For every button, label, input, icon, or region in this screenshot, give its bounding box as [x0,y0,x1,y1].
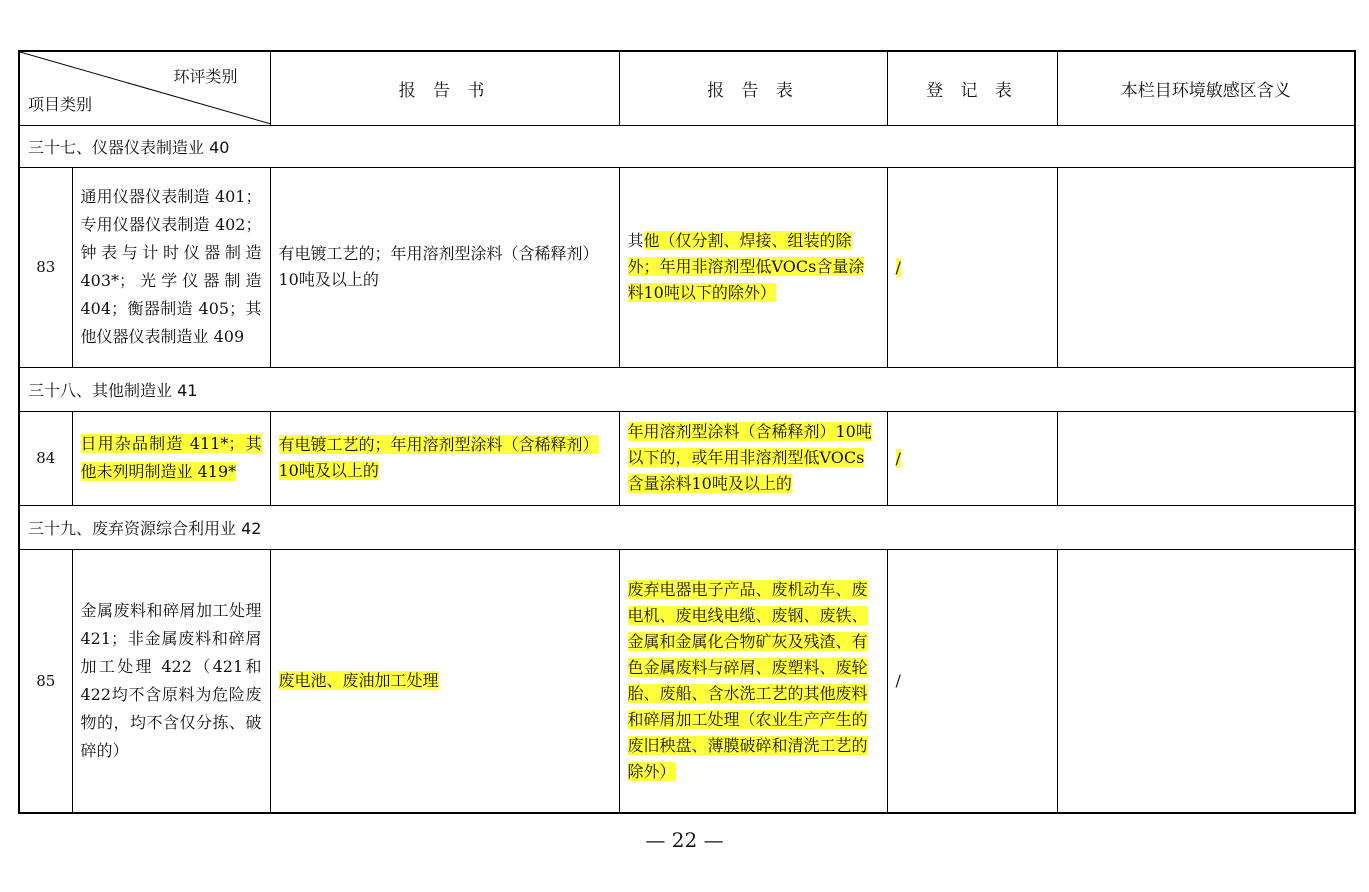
register-value: / [895,671,901,691]
table-row [19,411,1355,505]
col-header-report-book: 报 告 书 [270,51,619,125]
regulation-table [18,50,1356,814]
sensitive-cell [1057,549,1355,813]
row-number: 83 [19,167,72,367]
row-number: 85 [19,549,72,813]
report-book-highlighted: 废电池、废油加工处理 [278,670,439,690]
register-cell [887,549,1057,813]
register-value: / [895,448,901,468]
report-form-plain-text: 其 [627,231,644,250]
col-header-register: 登 记 表 [887,51,1057,125]
page-number: — 22 — [645,828,724,852]
report-form-highlighted-text: 他（仅分割、焊接、组装的除外；年用非溶剂型低VOCs含量涂料10吨以下的除外） [627,231,865,302]
diagonal-header-cell [19,51,270,125]
report-form-highlighted-text: 废弃电器电子产品、废机动车、废电机、废电线电缆、废钢、废铁、金属和金属化合物矿灰及残渣、有色金属废料与碎屑、废塑料、废轮胎、废船、含水洗工艺的其他废料和碎屑加工处理（农业生产产生的废旧秧盘、薄膜破碎和清洗工艺的除外） [627,579,868,781]
section-title: 三十七、仪器仪表制造业 40 [19,125,1355,167]
col-header-report-form: 报 告 表 [619,51,887,125]
sensitive-cell [1057,167,1355,367]
header-row [19,51,1355,125]
section-title: 三十八、其他制造业 41 [19,367,1355,411]
section-row [19,367,1355,411]
project-category [72,411,270,505]
diag-top-label: 环评类别 [173,67,238,86]
diag-bottom-label: 项目类别 [28,94,93,114]
section-row [19,125,1355,167]
report-form-cell [619,167,887,367]
report-book-cell [270,411,619,505]
project-category: 金属废料和碎屑加工处理 421；非金属废料和碎屑加工处理 422（421和422均不含原料为危险废物的，均不含仅分拣、破碎的） [72,549,270,813]
regulation-table-wrapper [18,50,1354,814]
register-cell [887,411,1057,505]
section-row [19,505,1355,549]
report-book-highlighted: 有电镀工艺的；年用溶剂型涂料（含稀释剂）10吨及以上的 [278,435,599,480]
table-row [19,167,1355,367]
col-header-sensitive: 本栏目环境敏感区含义 [1057,51,1355,125]
report-form-highlighted-text: 年用溶剂型涂料（含稀释剂）10吨以下的，或年用非溶剂型低VOCs含量涂料10吨及以上的 [627,422,872,493]
register-cell [887,167,1057,367]
project-category: 通用仪器仪表制造 401；专用仪器仪表制造 402；钟表与计时仪器制造 403*；光学仪器制造 404；衡器制造 405；其他仪器仪表制造业 409 [72,167,270,367]
sensitive-cell [1057,411,1355,505]
project-category-highlighted: 日用杂品制造 411*；其他未列明制造业 419* [80,434,262,481]
report-book-cell: 有电镀工艺的；年用溶剂型涂料（含稀释剂）10吨及以上的 [270,167,619,367]
report-form-cell [619,549,887,813]
register-value: / [895,257,901,277]
row-number: 84 [19,411,72,505]
table-row [19,549,1355,813]
report-book-cell [270,549,619,813]
report-form-cell [619,411,887,505]
section-title: 三十九、废弃资源综合利用业 42 [19,505,1355,549]
